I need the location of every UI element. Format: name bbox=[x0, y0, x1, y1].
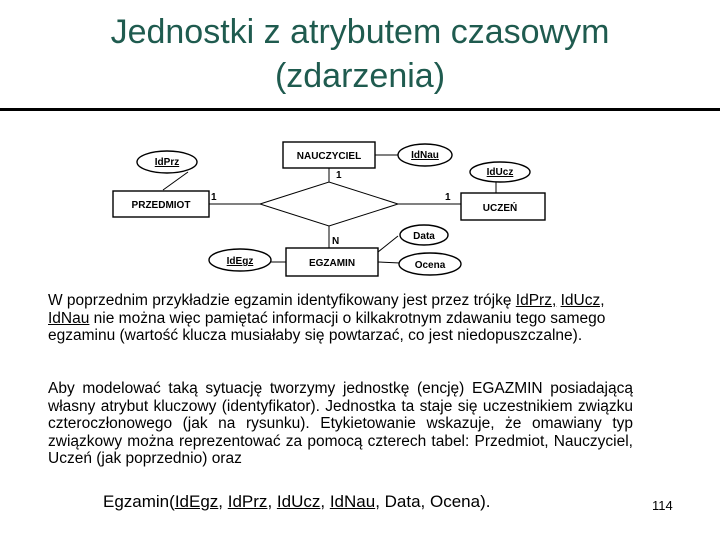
card-egzamin: N bbox=[332, 236, 340, 247]
card-nauczyciel: 1 bbox=[336, 170, 342, 181]
p1-text-b: nie można więc pamiętać informacji o kilkakrotnym zdawaniu tego samego egzaminu (wartość klucza musiałaby się powtarzać, co jest niedopuszczalne). bbox=[48, 309, 606, 345]
schema-formula bbox=[103, 492, 490, 512]
relationship-diamond bbox=[260, 182, 398, 226]
paragraph-2: Aby modelować taką sytuację tworzymy jednostkę (encję) EGAZMIN posiadającą własny atrybut kluczowy (identyfikator). Jednostka ta staje się uczestnikiem związku czteroczłonowego (jak na rysunku). Etykietowanie wskazuje, że omawiany typ związkowy można reprezentować za pomocą czterech tabel: Przedmiot, Nauczyciel, Uczeń (jak poprzednio) oraz bbox=[48, 380, 633, 468]
entity-uczen-label: UCZEŃ bbox=[482, 203, 518, 214]
card-uczen: 1 bbox=[445, 192, 451, 203]
line-idprz-przedmiot bbox=[163, 172, 188, 190]
title-line-1: Jednostki z atrybutem czasowym bbox=[110, 13, 610, 51]
paragraph-1 bbox=[48, 292, 633, 345]
p1-text-a: W poprzednim przykładzie egzamin identyfikowany jest przez trójkę bbox=[48, 292, 516, 309]
attr-iducz-label: IdUcz bbox=[486, 167, 514, 178]
entity-nauczyciel-label: NAUCZYCIEL bbox=[296, 151, 362, 162]
line-egzamin-ocena bbox=[378, 262, 400, 263]
formula-id-ucz: IdUcz bbox=[276, 492, 321, 511]
card-przedmiot: 1 bbox=[211, 192, 217, 203]
attr-idegz-label: IdEgz bbox=[226, 256, 254, 267]
p1-keys-iducz-idnau: IdUcz, IdNau bbox=[48, 292, 605, 327]
formula-id-egz: IdEgz bbox=[174, 492, 219, 511]
formula-prefix: Egzamin( bbox=[103, 492, 175, 511]
page-number: 114 bbox=[652, 498, 673, 513]
p1-key-idprz: IdPrz, bbox=[515, 292, 557, 309]
title-line-2: (zdarzenia) bbox=[274, 57, 446, 95]
formula-sep-1: , bbox=[218, 492, 228, 511]
formula-sep-2: , bbox=[267, 492, 277, 511]
formula-rest: , Data, Ocena). bbox=[375, 492, 491, 511]
attr-data-label: Data bbox=[413, 231, 435, 242]
entity-przedmiot-label: PRZEDMIOT bbox=[131, 200, 191, 211]
formula-id-prz: IdPrz bbox=[227, 492, 268, 511]
attr-idnau-label: IdNau bbox=[411, 150, 439, 161]
formula-sep-3: , bbox=[320, 492, 330, 511]
attr-idprz-label: IdPrz bbox=[154, 157, 180, 168]
formula-id-nau: IdNau bbox=[329, 492, 376, 511]
entity-egzamin-label: EGZAMIN bbox=[308, 258, 356, 269]
line-egzamin-data bbox=[378, 236, 398, 252]
attr-ocena-label: Ocena bbox=[414, 260, 446, 271]
